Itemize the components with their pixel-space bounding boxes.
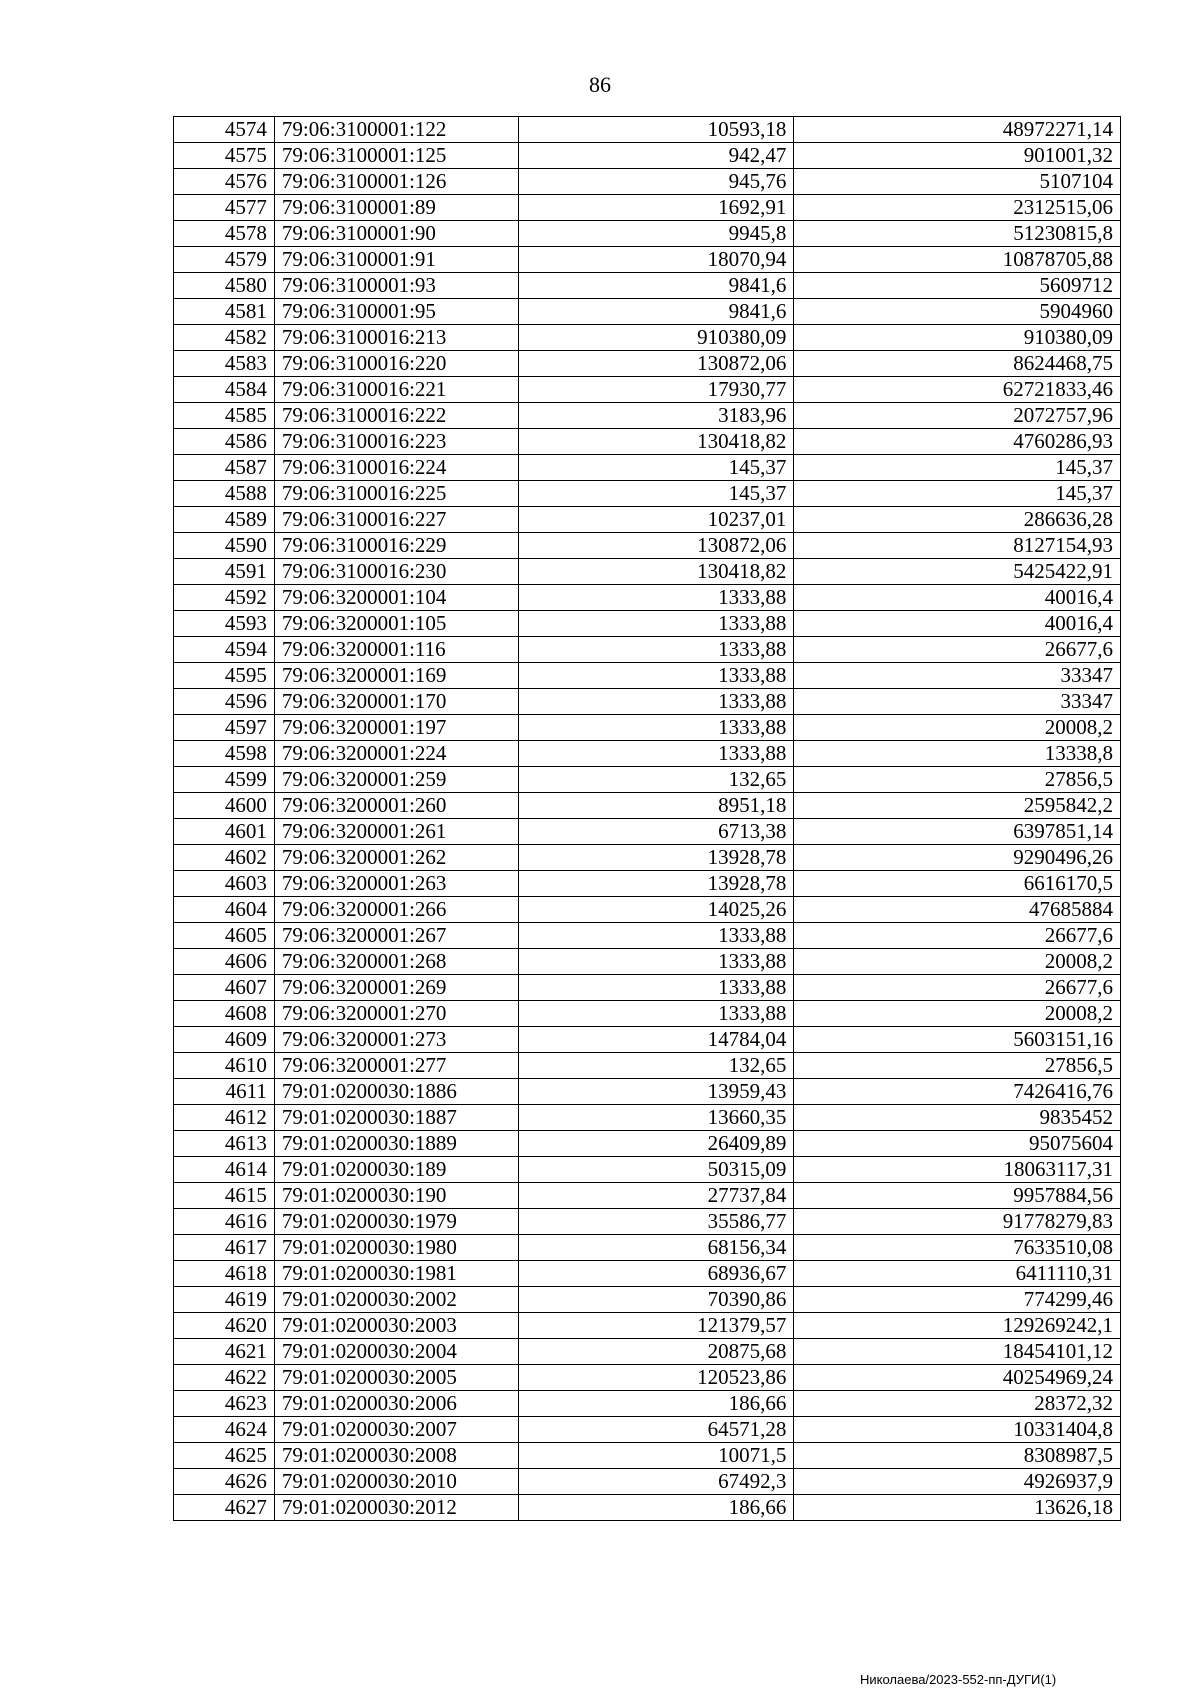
- row-number-cell: 4605: [174, 923, 275, 949]
- table-row: [174, 715, 1121, 741]
- value-cell: 4926937,9: [794, 1469, 1121, 1495]
- area-cell: 942,47: [518, 143, 794, 169]
- cadastral-number-cell: 79:06:3200001:105: [274, 611, 518, 637]
- table-row: [174, 507, 1121, 533]
- value-cell: 40016,4: [794, 585, 1121, 611]
- value-cell: 2312515,06: [794, 195, 1121, 221]
- table-row: [174, 689, 1121, 715]
- value-cell: 20008,2: [794, 715, 1121, 741]
- table-row: [174, 663, 1121, 689]
- cadastral-number-cell: 79:06:3200001:260: [274, 793, 518, 819]
- table-row: [174, 1287, 1121, 1313]
- row-number-cell: 4613: [174, 1131, 275, 1157]
- cadastral-number-cell: 79:06:3100016:223: [274, 429, 518, 455]
- table-row: [174, 1313, 1121, 1339]
- area-cell: 68936,67: [518, 1261, 794, 1287]
- value-cell: 8624468,75: [794, 351, 1121, 377]
- value-cell: 5425422,91: [794, 559, 1121, 585]
- area-cell: 145,37: [518, 455, 794, 481]
- table-row: [174, 351, 1121, 377]
- row-number-cell: 4591: [174, 559, 275, 585]
- row-number-cell: 4625: [174, 1443, 275, 1469]
- value-cell: 26677,6: [794, 637, 1121, 663]
- table-row: [174, 247, 1121, 273]
- cadastral-number-cell: 79:01:0200030:2003: [274, 1313, 518, 1339]
- area-cell: 1333,88: [518, 663, 794, 689]
- cadastral-number-cell: 79:06:3100001:122: [274, 117, 518, 143]
- area-cell: 132,65: [518, 1053, 794, 1079]
- row-number-cell: 4619: [174, 1287, 275, 1313]
- value-cell: 33347: [794, 689, 1121, 715]
- table-row: [174, 611, 1121, 637]
- table-row: [174, 819, 1121, 845]
- value-cell: 27856,5: [794, 1053, 1121, 1079]
- area-cell: 8951,18: [518, 793, 794, 819]
- area-cell: 132,65: [518, 767, 794, 793]
- table-row: [174, 897, 1121, 923]
- cadastral-number-cell: 79:06:3100016:221: [274, 377, 518, 403]
- row-number-cell: 4575: [174, 143, 275, 169]
- cadastral-number-cell: 79:01:0200030:2004: [274, 1339, 518, 1365]
- value-cell: 6397851,14: [794, 819, 1121, 845]
- cadastral-number-cell: 79:06:3200001:269: [274, 975, 518, 1001]
- table-row: [174, 1469, 1121, 1495]
- value-cell: 4760286,93: [794, 429, 1121, 455]
- cadastral-number-cell: 79:06:3100001:126: [274, 169, 518, 195]
- cadastral-number-cell: 79:06:3100001:125: [274, 143, 518, 169]
- cadastral-number-cell: 79:06:3100016:227: [274, 507, 518, 533]
- cadastral-number-cell: 79:01:0200030:2012: [274, 1495, 518, 1521]
- area-cell: 68156,34: [518, 1235, 794, 1261]
- area-cell: 13660,35: [518, 1105, 794, 1131]
- area-cell: 1692,91: [518, 195, 794, 221]
- table-row: [174, 1105, 1121, 1131]
- area-cell: 35586,77: [518, 1209, 794, 1235]
- table-row: [174, 1001, 1121, 1027]
- area-cell: 910380,09: [518, 325, 794, 351]
- row-number-cell: 4616: [174, 1209, 275, 1235]
- table-body: [174, 117, 1121, 1521]
- area-cell: 945,76: [518, 169, 794, 195]
- value-cell: 95075604: [794, 1131, 1121, 1157]
- table-row: [174, 585, 1121, 611]
- row-number-cell: 4607: [174, 975, 275, 1001]
- row-number-cell: 4593: [174, 611, 275, 637]
- area-cell: 130872,06: [518, 533, 794, 559]
- row-number-cell: 4618: [174, 1261, 275, 1287]
- row-number-cell: 4615: [174, 1183, 275, 1209]
- cadastral-number-cell: 79:01:0200030:2007: [274, 1417, 518, 1443]
- area-cell: 14784,04: [518, 1027, 794, 1053]
- area-cell: 70390,86: [518, 1287, 794, 1313]
- value-cell: 10331404,8: [794, 1417, 1121, 1443]
- table-row: [174, 923, 1121, 949]
- value-cell: 145,37: [794, 455, 1121, 481]
- cadastral-number-cell: 79:01:0200030:189: [274, 1157, 518, 1183]
- cadastral-number-cell: 79:06:3200001:259: [274, 767, 518, 793]
- row-number-cell: 4598: [174, 741, 275, 767]
- row-number-cell: 4626: [174, 1469, 275, 1495]
- table-row: [174, 169, 1121, 195]
- table-row: [174, 949, 1121, 975]
- area-cell: 26409,89: [518, 1131, 794, 1157]
- area-cell: 1333,88: [518, 923, 794, 949]
- row-number-cell: 4600: [174, 793, 275, 819]
- area-cell: 186,66: [518, 1391, 794, 1417]
- table-row: [174, 481, 1121, 507]
- value-cell: 47685884: [794, 897, 1121, 923]
- table-row: [174, 1365, 1121, 1391]
- value-cell: 6411110,31: [794, 1261, 1121, 1287]
- value-cell: 18063117,31: [794, 1157, 1121, 1183]
- value-cell: 7426416,76: [794, 1079, 1121, 1105]
- table-row: [174, 429, 1121, 455]
- cadastral-number-cell: 79:01:0200030:2010: [274, 1469, 518, 1495]
- row-number-cell: 4587: [174, 455, 275, 481]
- cadastral-number-cell: 79:06:3200001:261: [274, 819, 518, 845]
- value-cell: 20008,2: [794, 1001, 1121, 1027]
- row-number-cell: 4617: [174, 1235, 275, 1261]
- value-cell: 5107104: [794, 169, 1121, 195]
- row-number-cell: 4589: [174, 507, 275, 533]
- row-number-cell: 4599: [174, 767, 275, 793]
- area-cell: 6713,38: [518, 819, 794, 845]
- row-number-cell: 4576: [174, 169, 275, 195]
- value-cell: 5609712: [794, 273, 1121, 299]
- area-cell: 27737,84: [518, 1183, 794, 1209]
- row-number-cell: 4594: [174, 637, 275, 663]
- cadastral-number-cell: 79:06:3200001:270: [274, 1001, 518, 1027]
- cadastral-number-cell: 79:06:3200001:277: [274, 1053, 518, 1079]
- cadastral-number-cell: 79:01:0200030:1979: [274, 1209, 518, 1235]
- area-cell: 145,37: [518, 481, 794, 507]
- cadastral-number-cell: 79:01:0200030:2002: [274, 1287, 518, 1313]
- area-cell: 20875,68: [518, 1339, 794, 1365]
- table-row: [174, 1495, 1121, 1521]
- area-cell: 130418,82: [518, 429, 794, 455]
- table-row: [174, 1027, 1121, 1053]
- value-cell: 5603151,16: [794, 1027, 1121, 1053]
- row-number-cell: 4612: [174, 1105, 275, 1131]
- table-row: [174, 741, 1121, 767]
- value-cell: 9290496,26: [794, 845, 1121, 871]
- value-cell: 13338,8: [794, 741, 1121, 767]
- table-row: [174, 1235, 1121, 1261]
- area-cell: 64571,28: [518, 1417, 794, 1443]
- row-number-cell: 4590: [174, 533, 275, 559]
- value-cell: 8308987,5: [794, 1443, 1121, 1469]
- value-cell: 40254969,24: [794, 1365, 1121, 1391]
- area-cell: 1333,88: [518, 637, 794, 663]
- table-row: [174, 793, 1121, 819]
- area-cell: 9841,6: [518, 299, 794, 325]
- area-cell: 1333,88: [518, 611, 794, 637]
- row-number-cell: 4588: [174, 481, 275, 507]
- area-cell: 14025,26: [518, 897, 794, 923]
- row-number-cell: 4602: [174, 845, 275, 871]
- area-cell: 3183,96: [518, 403, 794, 429]
- value-cell: 91778279,83: [794, 1209, 1121, 1235]
- value-cell: 2072757,96: [794, 403, 1121, 429]
- value-cell: 26677,6: [794, 923, 1121, 949]
- cadastral-number-cell: 79:06:3200001:224: [274, 741, 518, 767]
- row-number-cell: 4614: [174, 1157, 275, 1183]
- row-number-cell: 4627: [174, 1495, 275, 1521]
- value-cell: 9957884,56: [794, 1183, 1121, 1209]
- table-row: [174, 1079, 1121, 1105]
- row-number-cell: 4596: [174, 689, 275, 715]
- row-number-cell: 4583: [174, 351, 275, 377]
- table-row: [174, 1391, 1121, 1417]
- table-row: [174, 273, 1121, 299]
- row-number-cell: 4624: [174, 1417, 275, 1443]
- row-number-cell: 4622: [174, 1365, 275, 1391]
- cadastral-number-cell: 79:06:3100001:93: [274, 273, 518, 299]
- value-cell: 286636,28: [794, 507, 1121, 533]
- row-number-cell: 4623: [174, 1391, 275, 1417]
- row-number-cell: 4601: [174, 819, 275, 845]
- area-cell: 50315,09: [518, 1157, 794, 1183]
- cadastral-number-cell: 79:06:3200001:273: [274, 1027, 518, 1053]
- area-cell: 10593,18: [518, 117, 794, 143]
- value-cell: 8127154,93: [794, 533, 1121, 559]
- table-row: [174, 1183, 1121, 1209]
- area-cell: 1333,88: [518, 975, 794, 1001]
- table-row: [174, 1339, 1121, 1365]
- table-row: [174, 1053, 1121, 1079]
- table-row: [174, 1417, 1121, 1443]
- value-cell: 9835452: [794, 1105, 1121, 1131]
- cadastral-number-cell: 79:06:3100016:229: [274, 533, 518, 559]
- cadastral-number-cell: 79:06:3200001:268: [274, 949, 518, 975]
- value-cell: 33347: [794, 663, 1121, 689]
- cadastral-number-cell: 79:06:3100016:213: [274, 325, 518, 351]
- cadastral-number-cell: 79:06:3200001:266: [274, 897, 518, 923]
- table-row: [174, 637, 1121, 663]
- cadastral-number-cell: 79:06:3200001:170: [274, 689, 518, 715]
- area-cell: 13928,78: [518, 871, 794, 897]
- row-number-cell: 4577: [174, 195, 275, 221]
- area-cell: 130872,06: [518, 351, 794, 377]
- area-cell: 120523,86: [518, 1365, 794, 1391]
- area-cell: 67492,3: [518, 1469, 794, 1495]
- value-cell: 2595842,2: [794, 793, 1121, 819]
- value-cell: 129269242,1: [794, 1313, 1121, 1339]
- table-row: [174, 221, 1121, 247]
- row-number-cell: 4609: [174, 1027, 275, 1053]
- cadastral-number-cell: 79:06:3200001:169: [274, 663, 518, 689]
- cadastral-number-cell: 79:06:3200001:104: [274, 585, 518, 611]
- row-number-cell: 4603: [174, 871, 275, 897]
- cadastral-number-cell: 79:06:3100016:225: [274, 481, 518, 507]
- value-cell: 774299,46: [794, 1287, 1121, 1313]
- value-cell: 26677,6: [794, 975, 1121, 1001]
- row-number-cell: 4586: [174, 429, 275, 455]
- value-cell: 51230815,8: [794, 221, 1121, 247]
- table-row: [174, 1157, 1121, 1183]
- cadastral-number-cell: 79:01:0200030:2006: [274, 1391, 518, 1417]
- row-number-cell: 4621: [174, 1339, 275, 1365]
- row-number-cell: 4578: [174, 221, 275, 247]
- table-row: [174, 143, 1121, 169]
- cadastral-number-cell: 79:01:0200030:1889: [274, 1131, 518, 1157]
- cadastral-number-cell: 79:06:3100016:230: [274, 559, 518, 585]
- value-cell: 901001,32: [794, 143, 1121, 169]
- row-number-cell: 4620: [174, 1313, 275, 1339]
- cadastral-number-cell: 79:06:3100016:222: [274, 403, 518, 429]
- row-number-cell: 4606: [174, 949, 275, 975]
- cadastral-number-cell: 79:06:3100001:91: [274, 247, 518, 273]
- value-cell: 40016,4: [794, 611, 1121, 637]
- cadastral-number-cell: 79:06:3100016:224: [274, 455, 518, 481]
- table-row: [174, 975, 1121, 1001]
- table-row: [174, 1209, 1121, 1235]
- value-cell: 20008,2: [794, 949, 1121, 975]
- cadastral-number-cell: 79:01:0200030:2008: [274, 1443, 518, 1469]
- cadastral-number-cell: 79:06:3200001:116: [274, 637, 518, 663]
- area-cell: 9945,8: [518, 221, 794, 247]
- row-number-cell: 4582: [174, 325, 275, 351]
- table-row: [174, 1131, 1121, 1157]
- value-cell: 145,37: [794, 481, 1121, 507]
- value-cell: 13626,18: [794, 1495, 1121, 1521]
- cadastral-number-cell: 79:01:0200030:1980: [274, 1235, 518, 1261]
- row-number-cell: 4608: [174, 1001, 275, 1027]
- value-cell: 6616170,5: [794, 871, 1121, 897]
- row-number-cell: 4581: [174, 299, 275, 325]
- area-cell: 1333,88: [518, 585, 794, 611]
- cadastral-number-cell: 79:01:0200030:190: [274, 1183, 518, 1209]
- area-cell: 186,66: [518, 1495, 794, 1521]
- cadastral-number-cell: 79:06:3200001:267: [274, 923, 518, 949]
- value-cell: 62721833,46: [794, 377, 1121, 403]
- area-cell: 17930,77: [518, 377, 794, 403]
- row-number-cell: 4584: [174, 377, 275, 403]
- area-cell: 10071,5: [518, 1443, 794, 1469]
- table-row: [174, 195, 1121, 221]
- value-cell: 910380,09: [794, 325, 1121, 351]
- cadastral-table: [173, 116, 1121, 1521]
- value-cell: 48972271,14: [794, 117, 1121, 143]
- area-cell: 13928,78: [518, 845, 794, 871]
- table-row: [174, 845, 1121, 871]
- table-row: [174, 299, 1121, 325]
- cadastral-number-cell: 79:06:3100016:220: [274, 351, 518, 377]
- value-cell: 18454101,12: [794, 1339, 1121, 1365]
- cadastral-number-cell: 79:01:0200030:1887: [274, 1105, 518, 1131]
- area-cell: 1333,88: [518, 741, 794, 767]
- table-row: [174, 1443, 1121, 1469]
- cadastral-number-cell: 79:06:3200001:262: [274, 845, 518, 871]
- area-cell: 10237,01: [518, 507, 794, 533]
- cadastral-number-cell: 79:01:0200030:1886: [274, 1079, 518, 1105]
- value-cell: 10878705,88: [794, 247, 1121, 273]
- row-number-cell: 4592: [174, 585, 275, 611]
- document-footer: Николаева/2023-552-пп-ДУГИ(1): [860, 1672, 1057, 1687]
- cadastral-number-cell: 79:06:3200001:263: [274, 871, 518, 897]
- table-row: [174, 767, 1121, 793]
- value-cell: 28372,32: [794, 1391, 1121, 1417]
- row-number-cell: 4585: [174, 403, 275, 429]
- row-number-cell: 4597: [174, 715, 275, 741]
- area-cell: 18070,94: [518, 247, 794, 273]
- area-cell: 1333,88: [518, 949, 794, 975]
- area-cell: 121379,57: [518, 1313, 794, 1339]
- area-cell: 13959,43: [518, 1079, 794, 1105]
- table-row: [174, 455, 1121, 481]
- area-cell: 9841,6: [518, 273, 794, 299]
- row-number-cell: 4579: [174, 247, 275, 273]
- page-number: 86: [589, 72, 611, 97]
- cadastral-number-cell: 79:06:3200001:197: [274, 715, 518, 741]
- cadastral-number-cell: 79:01:0200030:2005: [274, 1365, 518, 1391]
- table-row: [174, 1261, 1121, 1287]
- table-row: [174, 325, 1121, 351]
- cadastral-number-cell: 79:06:3100001:90: [274, 221, 518, 247]
- area-cell: 130418,82: [518, 559, 794, 585]
- value-cell: 27856,5: [794, 767, 1121, 793]
- row-number-cell: 4604: [174, 897, 275, 923]
- table-row: [174, 533, 1121, 559]
- table-row: [174, 559, 1121, 585]
- area-cell: 1333,88: [518, 715, 794, 741]
- table-row: [174, 117, 1121, 143]
- area-cell: 1333,88: [518, 1001, 794, 1027]
- area-cell: 1333,88: [518, 689, 794, 715]
- table-row: [174, 403, 1121, 429]
- value-cell: 5904960: [794, 299, 1121, 325]
- row-number-cell: 4580: [174, 273, 275, 299]
- table-row: [174, 871, 1121, 897]
- row-number-cell: 4595: [174, 663, 275, 689]
- value-cell: 7633510,08: [794, 1235, 1121, 1261]
- table-row: [174, 377, 1121, 403]
- row-number-cell: 4610: [174, 1053, 275, 1079]
- cadastral-number-cell: 79:01:0200030:1981: [274, 1261, 518, 1287]
- row-number-cell: 4611: [174, 1079, 275, 1105]
- row-number-cell: 4574: [174, 117, 275, 143]
- cadastral-number-cell: 79:06:3100001:89: [274, 195, 518, 221]
- cadastral-number-cell: 79:06:3100001:95: [274, 299, 518, 325]
